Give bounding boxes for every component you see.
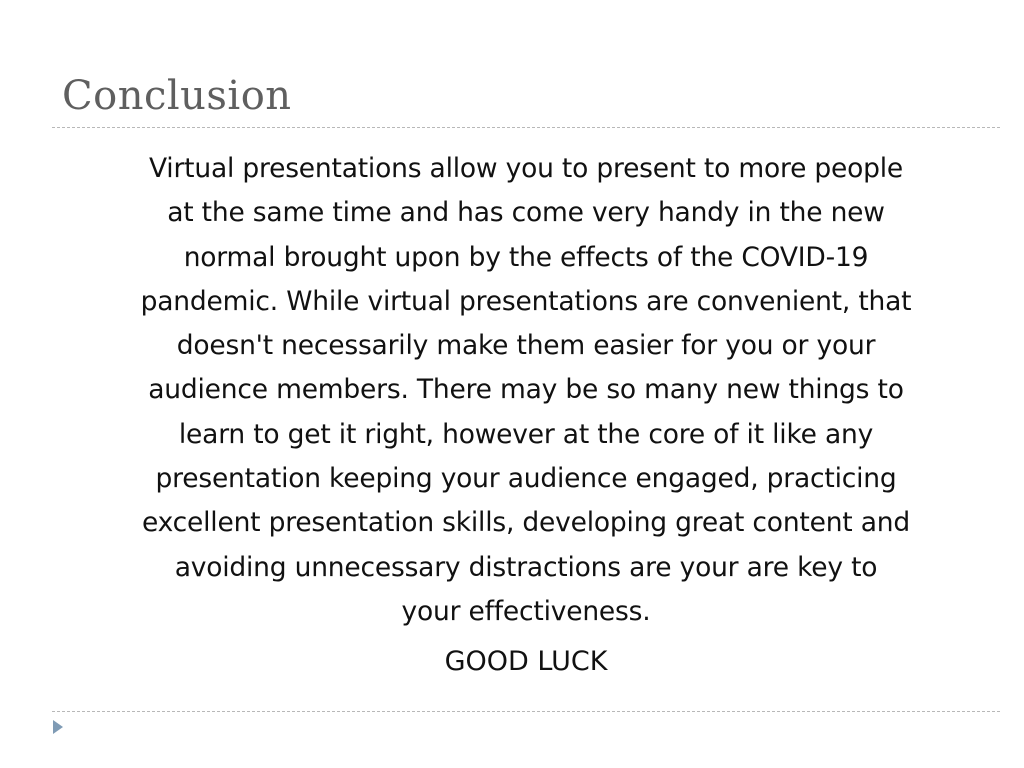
body-line: avoiding unnecessary distractions are your are key to xyxy=(174,551,878,583)
body-line: your effectiveness. xyxy=(401,595,651,627)
body-line: learn to get it right, however at the core of it like any xyxy=(178,418,874,450)
body-paragraph xyxy=(60,147,992,634)
closing-text: GOOD LUCK xyxy=(444,646,608,677)
body-line: excellent presentation skills, developing great content and xyxy=(142,507,910,539)
body-line: audience members. There may be so many new things to xyxy=(148,374,904,406)
body-line: normal brought upon by the effects of the COVID-19 xyxy=(183,241,869,273)
title-divider xyxy=(52,127,1000,128)
body-line: Virtual presentations allow you to present to more people xyxy=(148,153,904,184)
footer-divider xyxy=(52,711,1000,712)
slide-title: Conclusion xyxy=(62,73,292,119)
body-line: presentation keeping your audience engaged, practicing xyxy=(155,463,897,495)
body-line: doesn't necessarily make them easier for you or your xyxy=(176,330,876,362)
triangle-bullet-icon xyxy=(53,720,63,734)
body-line: at the same time and has come very handy in the new xyxy=(167,197,885,229)
body-line: pandemic. While virtual presentations are convenient, that xyxy=(140,285,912,317)
